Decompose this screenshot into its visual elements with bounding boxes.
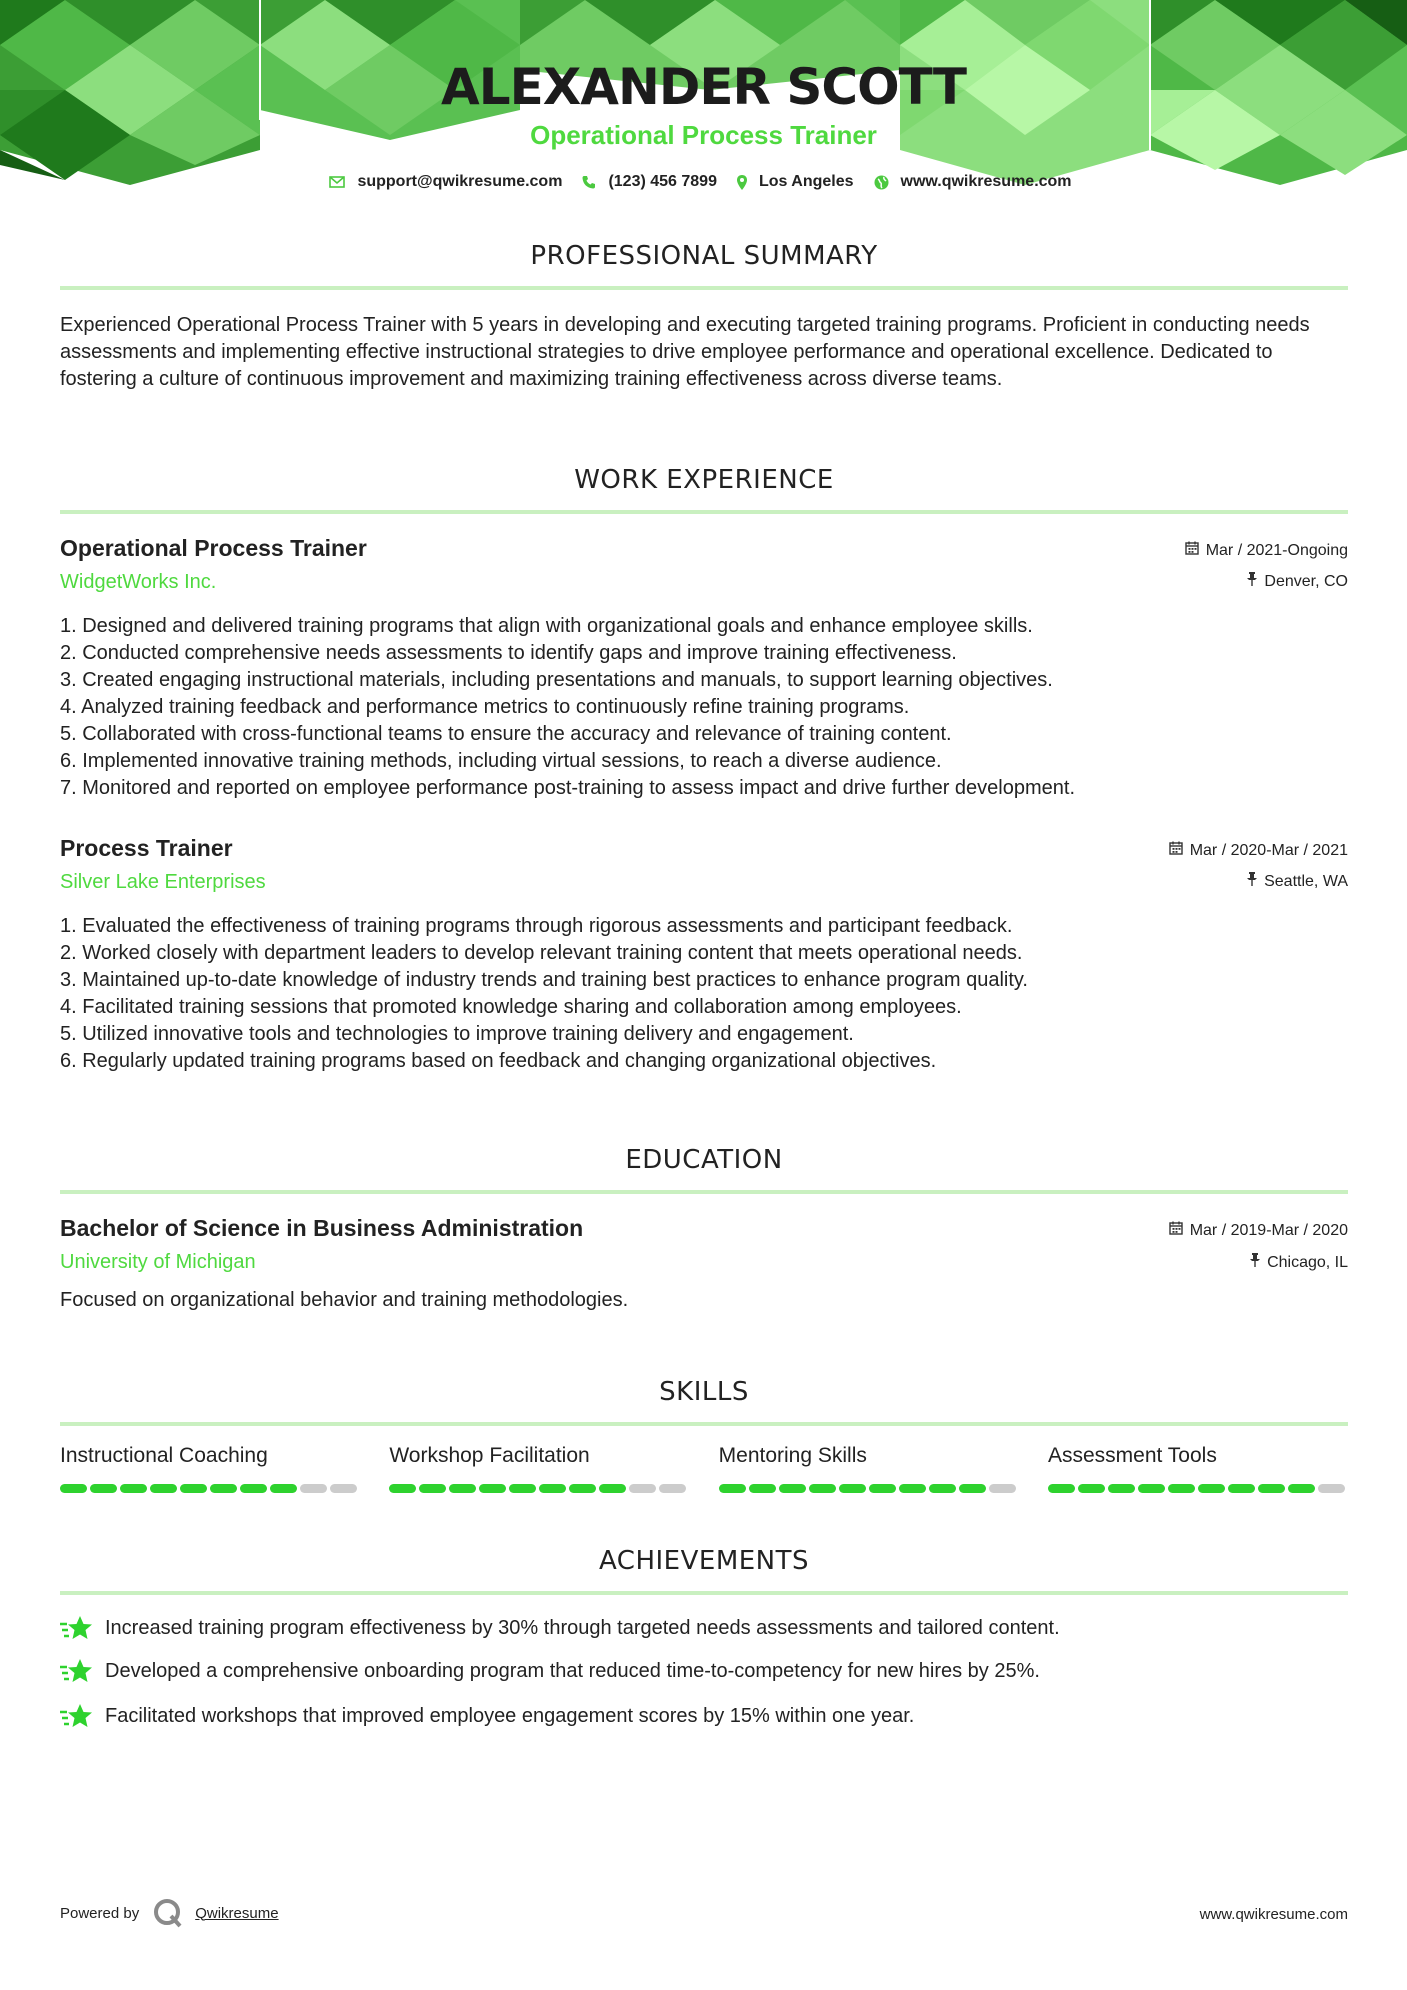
skill-segment-filled <box>929 1484 956 1493</box>
skill-segment-filled <box>270 1484 297 1493</box>
skill-item <box>389 1444 689 1493</box>
skill-segment-empty <box>330 1484 357 1493</box>
map-pin-icon <box>737 175 747 190</box>
skills-section <box>60 1374 1348 1426</box>
skill-segment-empty <box>659 1484 686 1493</box>
achievement-text: Increased training program effectiveness by 30% through targeted needs assessments and tailored content. <box>105 1616 1060 1639</box>
candidate-name: ALEXANDER SCOTT <box>441 58 966 116</box>
skill-segment-filled <box>1168 1484 1195 1493</box>
skill-segment-filled <box>449 1484 476 1493</box>
job-date-text: Mar / 2020-Mar / 2021 <box>1189 841 1348 859</box>
skill-item <box>719 1444 1019 1493</box>
skill-segment-filled <box>809 1484 836 1493</box>
section-title: WORK EXPERIENCE <box>574 465 834 495</box>
list-item: 6. Regularly updated training programs based on feedback and changing organizational objectives. <box>60 1050 937 1072</box>
list-item: 6. Implemented innovative training methods, including virtual sessions, to reach a diverse audience. <box>60 750 942 772</box>
section-divider <box>60 1591 1348 1595</box>
list-item: 1. Evaluated the effectiveness of training programs through rigorous assessments and participant feedback. <box>60 915 1013 937</box>
skill-segment-empty <box>629 1484 656 1493</box>
skill-segment-filled <box>569 1484 596 1493</box>
qwikresume-link[interactable]: Qwikresume <box>195 1904 279 1922</box>
contact-website[interactable] <box>874 173 1072 191</box>
list-item: 4. Facilitated training sessions that promoted knowledge sharing and collaboration among employees. <box>60 996 962 1018</box>
skill-level-bar <box>389 1484 689 1493</box>
job-location <box>1247 872 1348 891</box>
envelope-icon <box>329 176 345 188</box>
location-text: Los Angeles <box>758 173 854 190</box>
skill-name: Mentoring Skills <box>718 1444 867 1467</box>
job-title: Process Trainer <box>60 835 233 861</box>
website-text: www.qwikresume.com <box>900 173 1072 190</box>
skill-item <box>60 1444 360 1493</box>
star-icon <box>60 1614 92 1642</box>
list-item: 3. Created engaging instructional materials, including presentations and manuals, to support learning objectives. <box>60 669 1053 691</box>
job-bullets <box>60 913 1028 1075</box>
skill-segment-filled <box>120 1484 147 1493</box>
calendar-icon <box>1169 1221 1183 1240</box>
skill-segment-filled <box>599 1484 626 1493</box>
job-date-text: Mar / 2021-Ongoing <box>1205 541 1348 559</box>
skill-segment-filled <box>779 1484 806 1493</box>
skills-list <box>60 1444 1348 1493</box>
education-location-text: Chicago, IL <box>1267 1253 1348 1271</box>
skill-segment-filled <box>90 1484 117 1493</box>
star-icon <box>60 1702 92 1730</box>
footer-powered-by <box>60 1898 279 1928</box>
calendar-icon <box>1185 541 1199 560</box>
summary-section <box>60 238 1348 393</box>
summary-text: Experienced Operational Process Trainer with 5 years in developing and executing targeted training programs. Proficient in conducting needs assessments and implementing effective instructional strategies to drive employee performance and operational excellence. Dedicated to fostering a culture of continuous improvement and maximizing training effectiveness across diverse teams. <box>60 314 1310 390</box>
job-company: Silver Lake Enterprises <box>60 871 266 893</box>
list-item: 5. Utilized innovative tools and technologies to improve training delivery and engagement. <box>60 1023 854 1045</box>
job-date <box>1169 841 1348 860</box>
phone-text: (123) 456 7899 <box>608 173 717 190</box>
achievement-text: Developed a comprehensive onboarding program that reduced time-to-competency for new hires by 25%. <box>105 1659 1040 1682</box>
experience-section <box>60 462 1348 514</box>
school-name: University of Michigan <box>60 1251 256 1273</box>
footer-website[interactable]: www.qwikresume.com <box>1199 1906 1348 1923</box>
skill-segment-filled <box>959 1484 986 1493</box>
job-location-text: Denver, CO <box>1264 572 1348 590</box>
skill-segment-filled <box>749 1484 776 1493</box>
skill-segment-filled <box>1258 1484 1285 1493</box>
list-item: 2. Conducted comprehensive needs assessments to identify gaps and improve training effectiveness. <box>60 642 957 664</box>
skill-segment-filled <box>899 1484 926 1493</box>
contact-email[interactable] <box>329 173 562 191</box>
job-title: Operational Process Trainer <box>60 535 367 561</box>
achievement-text: Facilitated workshops that improved employee engagement scores by 15% within one year. <box>105 1704 915 1727</box>
list-item: 2. Worked closely with department leaders to develop relevant training content that meets operational needs. <box>60 942 1023 964</box>
skill-segment-filled <box>150 1484 177 1493</box>
job-location <box>1247 572 1348 591</box>
degree-title: Bachelor of Science in Business Administration <box>60 1215 584 1241</box>
section-title: PROFESSIONAL SUMMARY <box>530 241 878 271</box>
section-title: EDUCATION <box>625 1145 783 1175</box>
pushpin-icon <box>1247 572 1257 591</box>
skill-segment-empty <box>989 1484 1016 1493</box>
calendar-icon <box>1169 841 1183 860</box>
phone-icon <box>582 175 596 189</box>
skill-segment-filled <box>839 1484 866 1493</box>
skill-level-bar <box>60 1484 360 1493</box>
section-title: ACHIEVEMENTS <box>598 1546 810 1576</box>
skill-segment-filled <box>240 1484 267 1493</box>
list-item: 3. Maintained up-to-date knowledge of industry trends and training best practices to enhance program quality. <box>60 969 1028 991</box>
skill-segment-filled <box>60 1484 87 1493</box>
skill-segment-filled <box>479 1484 506 1493</box>
contact-phone[interactable] <box>582 173 717 191</box>
education-section <box>60 1142 1348 1194</box>
list-item: 4. Analyzed training feedback and performance metrics to continuously refine training programs. <box>60 696 910 718</box>
job-company: WidgetWorks Inc. <box>60 571 217 593</box>
achievement-item <box>60 1702 914 1730</box>
skill-segment-filled <box>1108 1484 1135 1493</box>
job-bullets <box>60 613 1075 802</box>
list-item: 7. Monitored and reported on employee performance post-training to assess impact and drive further development. <box>60 777 1075 799</box>
contact-location <box>737 173 854 191</box>
skill-segment-filled <box>1138 1484 1165 1493</box>
skill-segment-empty <box>1318 1484 1345 1493</box>
candidate-role: Operational Process Trainer <box>530 120 877 150</box>
achievement-item <box>60 1657 1040 1685</box>
achievements-section <box>60 1543 1348 1595</box>
skill-level-bar <box>719 1484 1019 1493</box>
skill-item <box>1048 1444 1348 1493</box>
skill-segment-filled <box>1288 1484 1315 1493</box>
education-description: Focused on organizational behavior and training methodologies. <box>60 1289 629 1311</box>
email-text: support@qwikresume.com <box>357 173 563 190</box>
skill-level-bar <box>1048 1484 1348 1493</box>
skill-segment-filled <box>1198 1484 1225 1493</box>
powered-by-label: Powered by <box>60 1904 140 1922</box>
section-divider <box>60 1190 1348 1194</box>
skill-segment-filled <box>1048 1484 1075 1493</box>
skill-segment-filled <box>419 1484 446 1493</box>
skill-segment-filled <box>509 1484 536 1493</box>
section-divider <box>60 510 1348 514</box>
education-date-text: Mar / 2019-Mar / 2020 <box>1189 1221 1348 1239</box>
skill-name: Assessment Tools <box>1047 1444 1217 1467</box>
skill-segment-filled <box>1228 1484 1255 1493</box>
skill-segment-filled <box>210 1484 237 1493</box>
section-title: SKILLS <box>659 1377 749 1407</box>
skill-name: Workshop Facilitation <box>389 1444 590 1467</box>
skill-segment-filled <box>180 1484 207 1493</box>
skill-segment-filled <box>1078 1484 1105 1493</box>
section-divider <box>60 286 1348 290</box>
pushpin-icon <box>1247 872 1257 891</box>
globe-icon <box>874 175 889 190</box>
section-divider <box>60 1422 1348 1426</box>
education-date <box>1169 1221 1348 1240</box>
list-item: 5. Collaborated with cross-functional teams to ensure the accuracy and relevance of training content. <box>60 723 952 745</box>
qwikresume-logo-icon <box>153 1898 183 1928</box>
star-icon <box>60 1657 92 1685</box>
education-location <box>1250 1253 1348 1272</box>
skill-segment-filled <box>389 1484 416 1493</box>
pushpin-icon <box>1250 1253 1260 1272</box>
skill-segment-filled <box>539 1484 566 1493</box>
skill-segment-empty <box>300 1484 327 1493</box>
skill-segment-filled <box>869 1484 896 1493</box>
skill-name: Instructional Coaching <box>60 1444 268 1467</box>
achievement-item <box>60 1614 1060 1642</box>
job-location-text: Seattle, WA <box>1264 872 1348 890</box>
skill-segment-filled <box>719 1484 746 1493</box>
job-date <box>1185 541 1348 560</box>
list-item: 1. Designed and delivered training programs that align with organizational goals and enhance employee skills. <box>60 615 1033 637</box>
contact-bar <box>0 173 1407 191</box>
